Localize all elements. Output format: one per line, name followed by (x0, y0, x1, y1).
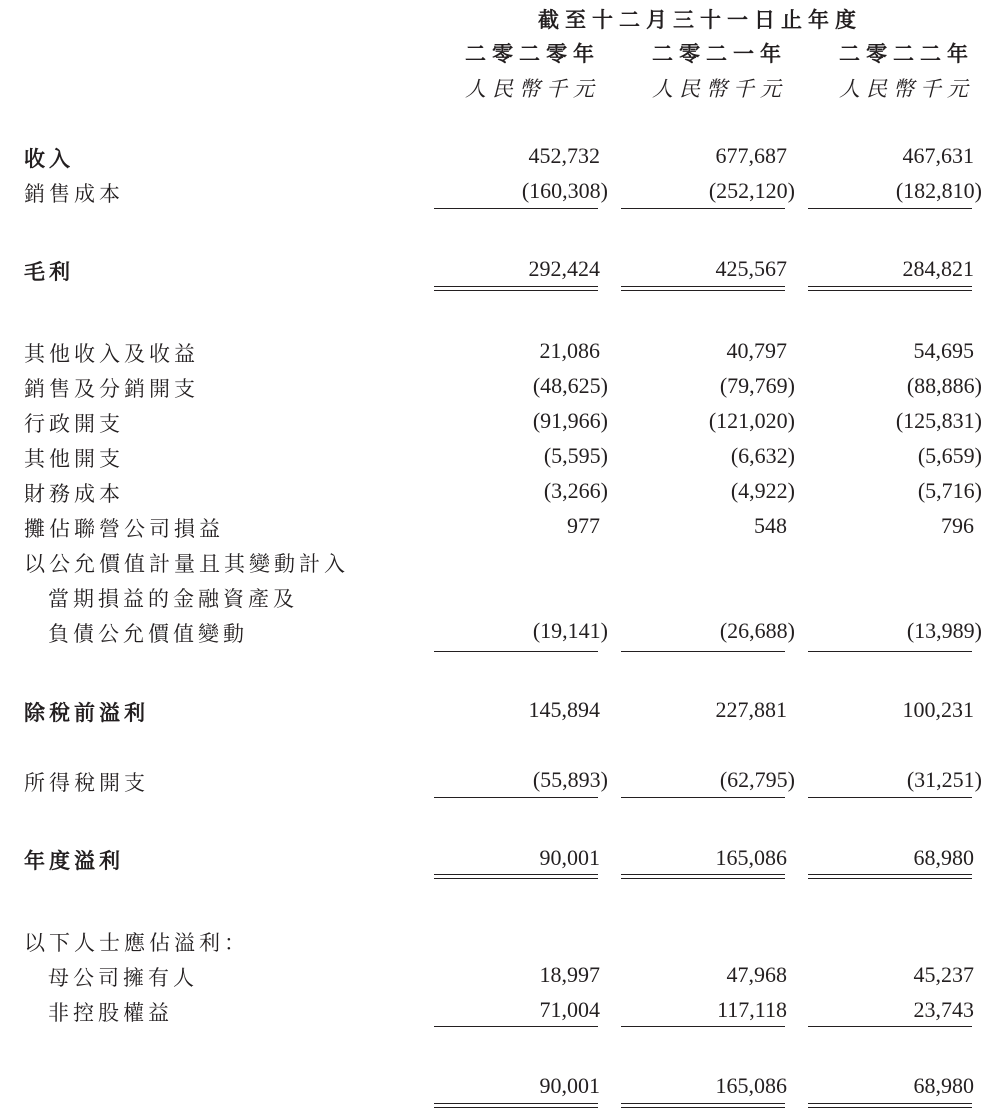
row-label-non-controlling: 非控股權益 (48, 1001, 173, 1025)
profit-for-year-2021: 165,086 (715, 845, 787, 870)
gross-profit-2021: 425,567 (715, 256, 787, 281)
non-controlling-2020: 71,004 (539, 997, 600, 1022)
row-label-fair-value-change-cont: 負債公允價值變動 (48, 622, 248, 646)
row-label-income-tax: 所得稅開支 (24, 771, 149, 795)
year-header-2020: 二零二零年 (465, 42, 600, 66)
double-underline-top (808, 874, 972, 875)
other-income-2020: 21,086 (539, 338, 600, 363)
double-underline-bottom (434, 878, 598, 879)
other-income-2022: 54,695 (913, 338, 974, 363)
row-label-other-income: 其他收入及收益 (24, 342, 199, 366)
unit-header-2020: 人民幣千元 (465, 77, 600, 101)
selling-expenses-2022: (88,886) (906, 373, 982, 398)
year-header-2021: 二零二一年 (652, 42, 787, 66)
owners-of-parent-2021: 47,968 (726, 962, 787, 987)
cost-of-sales-2021: (252,120) (708, 178, 795, 203)
owners-of-parent-2020: 18,997 (539, 962, 600, 987)
fair-value-change-2020: (19,141) (532, 618, 608, 643)
other-expenses-2022: (5,659) (917, 443, 982, 468)
revenue-2022: 467,631 (902, 143, 974, 168)
revenue-2021: 677,687 (715, 143, 787, 168)
row-label-profit-for-year: 年度溢利 (24, 849, 124, 873)
double-underline-bottom (808, 878, 972, 879)
row-label-other-expenses: 其他開支 (24, 447, 124, 471)
row-label-admin-expenses: 行政開支 (24, 412, 124, 436)
income-tax-2020: (55,893) (532, 767, 608, 792)
underline (808, 797, 972, 798)
profit-before-tax-2020: 145,894 (528, 697, 600, 722)
double-underline-bottom (434, 1107, 598, 1108)
double-underline-bottom (621, 290, 785, 291)
total-2022: 68,980 (913, 1073, 974, 1098)
row-label-share-of-associates: 攤佔聯營公司損益 (24, 517, 224, 541)
income-tax-2022: (31,251) (906, 767, 982, 792)
underline (808, 651, 972, 652)
cost-of-sales-2020: (160,308) (521, 178, 608, 203)
row-label-revenue: 收入 (24, 147, 74, 171)
share-of-associates-2021: 548 (754, 513, 787, 538)
underline (621, 208, 785, 209)
row-label-fair-value-change: 以公允價值計量且其變動計入 (24, 552, 349, 576)
other-income-2021: 40,797 (726, 338, 787, 363)
non-controlling-2021: 117,118 (717, 997, 787, 1022)
non-controlling-2022: 23,743 (913, 997, 974, 1022)
unit-header-2021: 人民幣千元 (652, 77, 787, 101)
double-underline-bottom (808, 290, 972, 291)
profit-before-tax-2022: 100,231 (902, 697, 974, 722)
underline (434, 651, 598, 652)
finance-costs-2022: (5,716) (917, 478, 982, 503)
finance-costs-2021: (4,922) (730, 478, 795, 503)
underline (808, 208, 972, 209)
double-underline-bottom (621, 1107, 785, 1108)
profit-before-tax-2021: 227,881 (715, 697, 787, 722)
owners-of-parent-2022: 45,237 (913, 962, 974, 987)
row-label-owners-of-parent: 母公司擁有人 (48, 966, 198, 990)
double-underline-bottom (621, 878, 785, 879)
row-label-selling-expenses: 銷售及分銷開支 (24, 377, 199, 401)
underline (808, 1026, 972, 1027)
year-header-2022: 二零二二年 (839, 42, 974, 66)
share-of-associates-2020: 977 (567, 513, 600, 538)
admin-expenses-2021: (121,020) (708, 408, 795, 433)
underline (621, 651, 785, 652)
row-label-attributable-to: 以下人士應佔溢利： (24, 931, 249, 955)
finance-costs-2020: (3,266) (543, 478, 608, 503)
double-underline-top (621, 874, 785, 875)
admin-expenses-2020: (91,966) (532, 408, 608, 433)
profit-for-year-2022: 68,980 (913, 845, 974, 870)
selling-expenses-2021: (79,769) (719, 373, 795, 398)
double-underline-top (808, 1103, 972, 1104)
double-underline-top (808, 286, 972, 287)
unit-header-2022: 人民幣千元 (839, 77, 974, 101)
row-label-profit-before-tax: 除稅前溢利 (24, 701, 149, 725)
fair-value-change-2021: (26,688) (719, 618, 795, 643)
other-expenses-2020: (5,595) (543, 443, 608, 468)
row-label-gross-profit: 毛利 (24, 260, 74, 284)
cost-of-sales-2022: (182,810) (895, 178, 982, 203)
double-underline-bottom (434, 290, 598, 291)
underline (434, 1026, 598, 1027)
gross-profit-2020: 292,424 (528, 256, 600, 281)
period-header: 截至十二月三十一日止年度 (538, 8, 862, 32)
underline (434, 208, 598, 209)
profit-for-year-2020: 90,001 (539, 845, 600, 870)
revenue-2020: 452,732 (528, 143, 600, 168)
underline (434, 797, 598, 798)
selling-expenses-2020: (48,625) (532, 373, 608, 398)
gross-profit-2022: 284,821 (902, 256, 974, 281)
double-underline-top (434, 1103, 598, 1104)
total-2020: 90,001 (539, 1073, 600, 1098)
underline (621, 797, 785, 798)
double-underline-top (434, 286, 598, 287)
underline (621, 1026, 785, 1027)
income-tax-2021: (62,795) (719, 767, 795, 792)
double-underline-top (434, 874, 598, 875)
other-expenses-2021: (6,632) (730, 443, 795, 468)
share-of-associates-2022: 796 (941, 513, 974, 538)
double-underline-top (621, 286, 785, 287)
row-label-cost-of-sales: 銷售成本 (24, 182, 124, 206)
double-underline-bottom (808, 1107, 972, 1108)
admin-expenses-2022: (125,831) (895, 408, 982, 433)
double-underline-top (621, 1103, 785, 1104)
fair-value-change-2022: (13,989) (906, 618, 982, 643)
row-label-finance-costs: 財務成本 (24, 482, 124, 506)
total-2021: 165,086 (715, 1073, 787, 1098)
row-label-fair-value-change-cont: 當期損益的金融資產及 (48, 587, 298, 611)
